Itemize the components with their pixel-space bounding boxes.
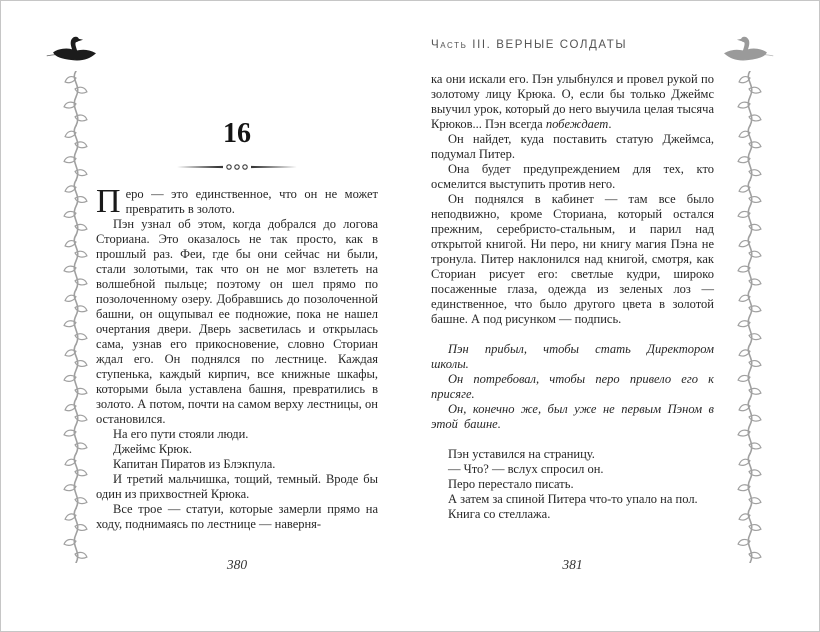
paragraph: Она будет предупреждением для тех, кто осмелится выступить против него. — [431, 162, 714, 191]
chapter-divider-icon — [177, 162, 297, 172]
paragraph: Он найдет, куда поставить статую Джеймса, подумал Питер. — [431, 132, 714, 161]
paragraph: Он поднялся в кабинет — там все было неподвижно, кроме Сториана, который остался прежним, серебристо-стальным, и парил над открытой книгой. Ни перо, ни книгу магия Пэна не тронула. Питер наклонился над книгой, смотря, как Сториан рисует его: светлые кудри, широко посаженные глаза, одежда из зеленых лоз — единственное, что было другого цвета в золотой башне. А под рисунком — подпись. — [431, 192, 714, 326]
page-number: 381 — [562, 557, 583, 572]
paragraph: Пэн прибыл, чтобы стать Директором школы. — [431, 342, 714, 371]
paragraph: Он, конечно же, был уже не первым Пэном в этой башне. — [431, 402, 714, 431]
page-number: 380 — [226, 557, 248, 572]
paragraph: А затем за спиной Питера что-то упало на пол. — [448, 492, 698, 506]
page-text — [96, 183, 378, 532]
paragraph: Джеймс Крюк. — [113, 442, 192, 456]
paragraph: Капитан Пиратов из Блэкпула. — [113, 457, 276, 471]
page-left — [96, 1, 378, 632]
page-right — [431, 1, 714, 632]
page-text — [431, 72, 714, 522]
paragraph: Пэн узнал об этом, когда добрался до логова Сториана. Это оказалось не так просто, как в прошлый раз. Феи, где бы они сейчас ни были, стали золотыми, так что он не мог взлететь на волшебной пыльце; поэтому он шел прямо по позолоченному озеру. Добравшись до позолоченной башни, он ощупывал ее подножие, пока не нашел очертания двери. Дверь засветилась и открылась сама, узнав его прикосновение, словно Сториан ждал его. Он поднялся по лестнице. Каждая ступенька, каждый кирпич, все книжные шкафы, которыми была уставлена башня, превратились в золото. А потом, почти на самом верху лестницы, он остановился. — [96, 217, 378, 426]
chapter-number: 16 — [223, 118, 251, 149]
paragraph: Книга со стеллажа. — [448, 507, 551, 521]
vine-border-icon — [61, 71, 91, 563]
paragraph: На его пути стояли люди. — [113, 427, 249, 441]
paragraph: И третий мальчишка, тощий, темный. Вроде бы один из прихвостней Крюка. — [96, 472, 378, 501]
running-header: Часть III. ВЕРНЫЕ СОЛДАТЫ — [431, 39, 628, 51]
paragraph: — Что? — вслух спросил он. — [448, 462, 604, 476]
swan-icon — [45, 34, 97, 64]
paragraph: Перо перестало писать. — [448, 477, 574, 491]
paragraph: Все трое — статуи, которые замерли прямо на ходу, поднимаясь по лестнице — наверня- — [96, 502, 378, 531]
vine-border-icon — [735, 71, 765, 563]
paragraph: Он потребовал, чтобы перо привело его к присяге. — [431, 372, 714, 401]
paragraph: Перо — это единственное, что он не может превратить в золото. — [96, 183, 378, 220]
paragraph: Пэн уставился на страницу. — [448, 447, 595, 461]
swan-icon — [723, 34, 775, 64]
paragraph: ка они искали его. Пэн улыбнулся и провел рукой по золотому лицу Крюка. О, если бы только Джеймс выучил урок, который до него выучила целая тысяча Крюков... Пэн всегда побеждает. — [431, 72, 714, 131]
drop-cap: П — [96, 183, 121, 220]
